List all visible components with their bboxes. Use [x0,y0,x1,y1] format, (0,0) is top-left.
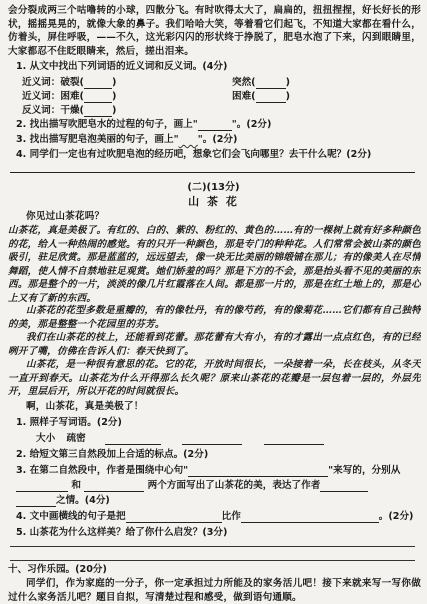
answer-line[interactable] [10,546,415,547]
passage-question-2: 2. 给短文第三自然段加上合适的标点。(2分) [16,449,209,460]
q1-row-near-4: 困难( ) [232,91,290,102]
section-ten-label: 十、习作乐园。(20分) [8,564,107,575]
answer-line[interactable] [10,560,415,561]
example-word-a: 大小 [36,433,56,444]
answer-blank[interactable] [16,495,56,507]
passage-paragraph-6: 啊，山茶花，真是美极了！ [26,401,144,412]
section-ten-prompt: 同学们，作为家庭的一分子，你一定承担过力所能及的家务活儿吧！接下来就来写一写你做过什么家务活儿吧？题目自拟，写清楚过程和感受，做到语句通顺。 [8,578,421,603]
answer-blank[interactable] [182,433,242,445]
story-ending-paragraph: 会分裂成两三个咕噜转的小球，四散分飞。有时吹得太大了，扁扁的，扭扭捏捏，好长好长的形状，摇摇晃晃的，就像大象的鼻子。我们哈哈大笑，等着看它们起飞，不知道大家都在看什么，仿着头，屏住呼吸，——不久，这光彩闪闪的形状终于挣脱了，肥皂水泡了下来，闪到眼睛里，大家都忍不住眨眼睛来，然后，搓出泪来。 [8,5,421,57]
q1-row-near-2: 突然( ) [232,77,290,88]
anti-label: 反义词： [22,105,61,116]
passage-paragraph-5: 山茶花，是一种很有意思的花。它的花，开放时间很长，一朵接着一朵，长在枝头，从冬天一直开到春天。山茶花为什么开得那么长久呢？原来山茶花的花瓣是一层包着一层的，外层先开，里层后开，所以开花的时间就很长。 [8,359,421,398]
passage-paragraph-4: 我们在山茶花的枝上，还能看到花蕾。那花蕾有大有小，有的才露出一点点红色，有的已经咧开了嘴，仿佛在告诉人们：春天快到了。 [8,332,421,357]
answer-blank[interactable] [84,480,144,492]
near-word-a: 破裂( [60,77,84,88]
answer-blank[interactable] [105,433,161,445]
section-header: (二)(13分) [187,182,240,193]
passage-question-3-end: 之情。(4分) [16,494,110,507]
answer-blank[interactable] [84,77,112,89]
answer-blank[interactable] [256,77,286,89]
example-word-b: 疏密 [66,433,86,444]
question-4: 4. 同学们一定也有过吹肥皂泡的经历吧，想象它们会飞向哪里？去干什么呢？(2分) [16,149,372,160]
passage-question-1: 1. 照样子写词语。(2分) [16,417,122,428]
question-1-label: 1. 从文中找出下列词语的近义词和反义词。(4分) [16,61,228,72]
question-2: 2. 找出描写吹肥皂水的过程的句子，画上" "。(2分) [16,119,272,130]
anti-word-a: 干燥( [60,105,84,116]
answer-blank[interactable] [16,480,68,492]
question-3: 3. 找出描写肥皂泡美丽的句子，画上" "。(2分) [16,134,238,145]
answer-blank[interactable] [84,105,112,117]
near-word-d: 困难( [232,91,256,102]
passage-question-5: 5. 山茶花为什么这样美？给了你什么启发？(3分) [16,527,228,538]
q1-row-near-3: 近义词：困难( ) [22,91,117,102]
passage-question-3-cont: 和 两个方面写出了山茶花的美，表达了作者 [16,479,368,492]
passage-paragraph-2: 山茶花，真是美极了。有红的、白的、紫的、粉红的、黄色的……有的一棵树上就有好多种颜色的花，给人一种热闹的感觉。有的只开一种颜色，那是专门的种种花。人们常常会被山茶的颜色吸引，驻足欣赏。那是蓝蓝的，远远望去，像一块无比美丽的锦缎铺在那儿；有的像美人在尽情舞蹈，使人情不自禁地驻足观赏。她们娇羞的吗？那是下方的不会，那是抬头看不见的美丽的东西。那是整个的一片，淡淡的像几片红霞落在人间。都是那一片的，那是在红土地上的，那是心上又有了新的东西。 [8,225,421,304]
q1-row-near-1: 近义词：破裂( ) [22,77,117,88]
answer-blank[interactable] [241,511,379,523]
passage-paragraph-3: 山茶花的花型多数是重瓣的，有的像牡丹，有的像芍药，有的像菊花……它们都有自己独特的美，那是整整一个花园里的芬芳。 [8,305,421,330]
word-example-row [36,432,324,445]
wavy-mark [179,134,198,145]
passage-paragraph-1: 你见过山茶花吗？ [26,211,105,222]
near-label-2: 近义词： [22,91,61,102]
answer-blank[interactable] [256,91,286,103]
passage-question-4: 4. 文中画横线的句子是把 比作 。(2分) [16,511,414,522]
answer-line[interactable] [10,172,415,173]
answer-blank[interactable] [84,91,112,103]
answer-blank[interactable] [320,480,368,492]
near-label: 近义词： [22,77,61,88]
near-word-b: 突然( [232,77,256,88]
answer-blank[interactable] [264,433,324,445]
underline-mark [198,119,232,131]
answer-blank[interactable] [188,465,328,477]
answer-blank[interactable] [126,511,222,523]
passage-question-3: 3. 在第二自然段中，作者是围绕中心句" "来写的，分别从 [16,465,401,476]
near-word-c: 困难( [60,91,84,102]
q1-row-anti: 反义词：干燥( ) [22,105,117,116]
passage-title: 山 茶 花 [188,195,239,208]
